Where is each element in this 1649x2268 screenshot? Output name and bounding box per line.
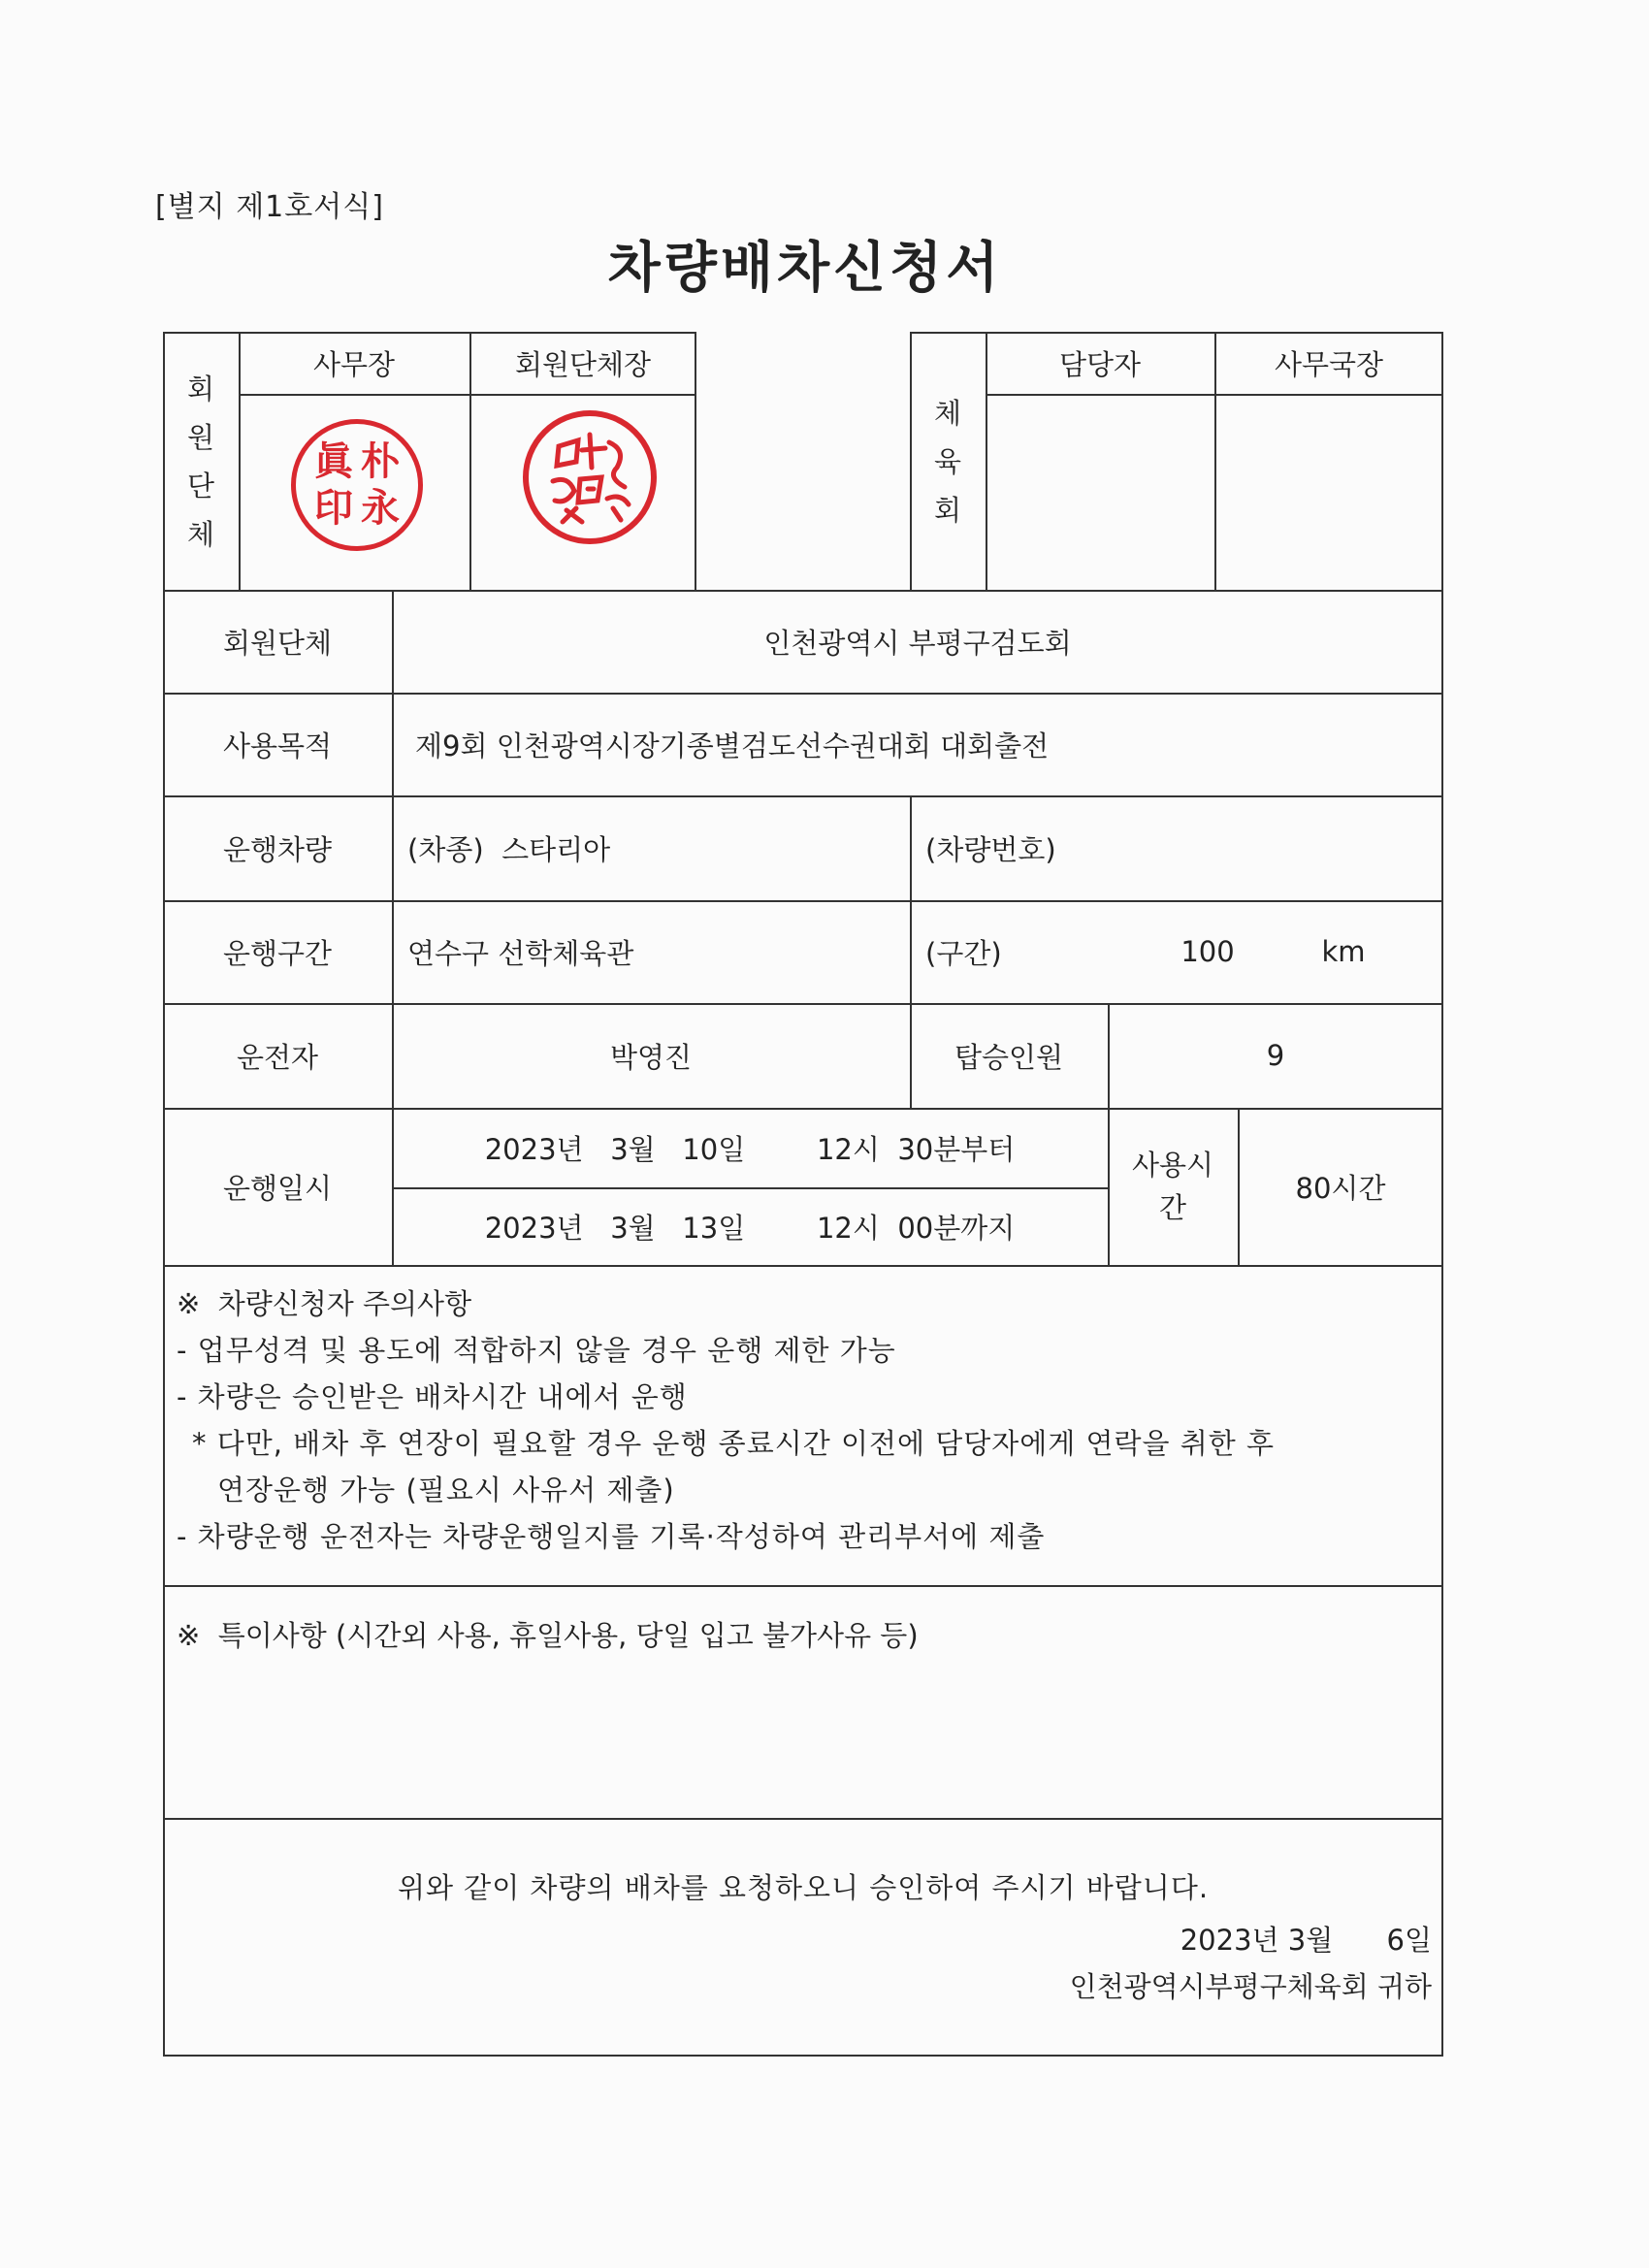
request-date: 2023년 3월 6일 [1180, 1924, 1432, 1957]
purpose-value: 제9회 인천광역시장기종별검도선수권대회 대회출전 [415, 729, 1050, 762]
notes-line: - 업무성격 및 용도에 적합하지 않을 경우 운행 제한 가능 [177, 1334, 896, 1367]
notes-line: - 차량운행 운전자는 차량운행일지를 기록·작성하여 관리부서에 제출 [177, 1520, 1046, 1553]
usage-time-label: 사용시 간 [1131, 1149, 1214, 1224]
group-head-seal-stamp [520, 407, 660, 547]
notes-line: - 차량은 승인받은 배차시간 내에서 운행 [177, 1380, 688, 1413]
group-head-header: 회원단체장 [514, 347, 652, 381]
datetime-label: 운행일시 [222, 1171, 333, 1205]
officer-header: 담당자 [1058, 347, 1142, 381]
route-value: 연수구 선학체육관 [407, 936, 634, 970]
datetime-from: 2023년 3월 10일 12시 30분부터 [484, 1132, 1016, 1166]
request-statement: 위와 같이 차량의 배차를 요청하오니 승인하여 주시기 바랍니다. [397, 1871, 1210, 1904]
member-group-side-label: 회 원 단 체 [186, 373, 214, 551]
member-group-value: 인천광역시 부평구검도회 [763, 626, 1072, 660]
passengers-label: 탑승인원 [954, 1040, 1064, 1074]
driver-value: 박영진 [609, 1040, 693, 1074]
special-remarks-heading: ※ 특이사항 (시간외 사용, 휴일사용, 당일 입고 불가사유 등) [177, 1619, 919, 1652]
route-label: 운행구간 [222, 936, 333, 970]
notes-line: * 다만, 배차 후 연장이 필요할 경우 운행 종료시간 이전에 담당자에게 연락을 취한 후 [192, 1427, 1276, 1460]
driver-label: 운전자 [236, 1040, 319, 1074]
usage-time-value: 80시간 [1295, 1171, 1386, 1205]
sports-council-side-label: 체 육 회 [933, 397, 961, 527]
member-group-label: 회원단체 [222, 626, 333, 660]
distance-label: (구간) [925, 936, 1002, 970]
vehicle-label: 운행차량 [222, 832, 333, 866]
notes-section [177, 1280, 1428, 1560]
secretary-seal-stamp: 朴 永 眞 印 [291, 419, 423, 551]
distance-value: 100 [1180, 935, 1235, 968]
notes-line: 연장운행 가능 (필요시 사유서 제출) [217, 1474, 675, 1507]
document-title: 차량배차신청서 [607, 237, 1003, 300]
form-number: [별지 제1호서식] [155, 190, 384, 224]
distance-unit: km [1321, 935, 1366, 968]
vehicle-type: (차종) 스타리아 [407, 832, 611, 866]
recipient: 인천광역시부평구체육회 귀하 [1069, 1970, 1432, 2003]
notes-heading: ※ 차량신청자 주의사항 [177, 1287, 472, 1320]
secretary-general-header: 사무국장 [1274, 347, 1384, 381]
purpose-label: 사용목적 [222, 729, 333, 762]
vehicle-number: (차량번호) [925, 832, 1056, 866]
secretary-header: 사무장 [312, 347, 396, 381]
passengers-value: 9 [1266, 1039, 1285, 1072]
datetime-to: 2023년 3월 13일 12시 00분까지 [484, 1211, 1016, 1245]
